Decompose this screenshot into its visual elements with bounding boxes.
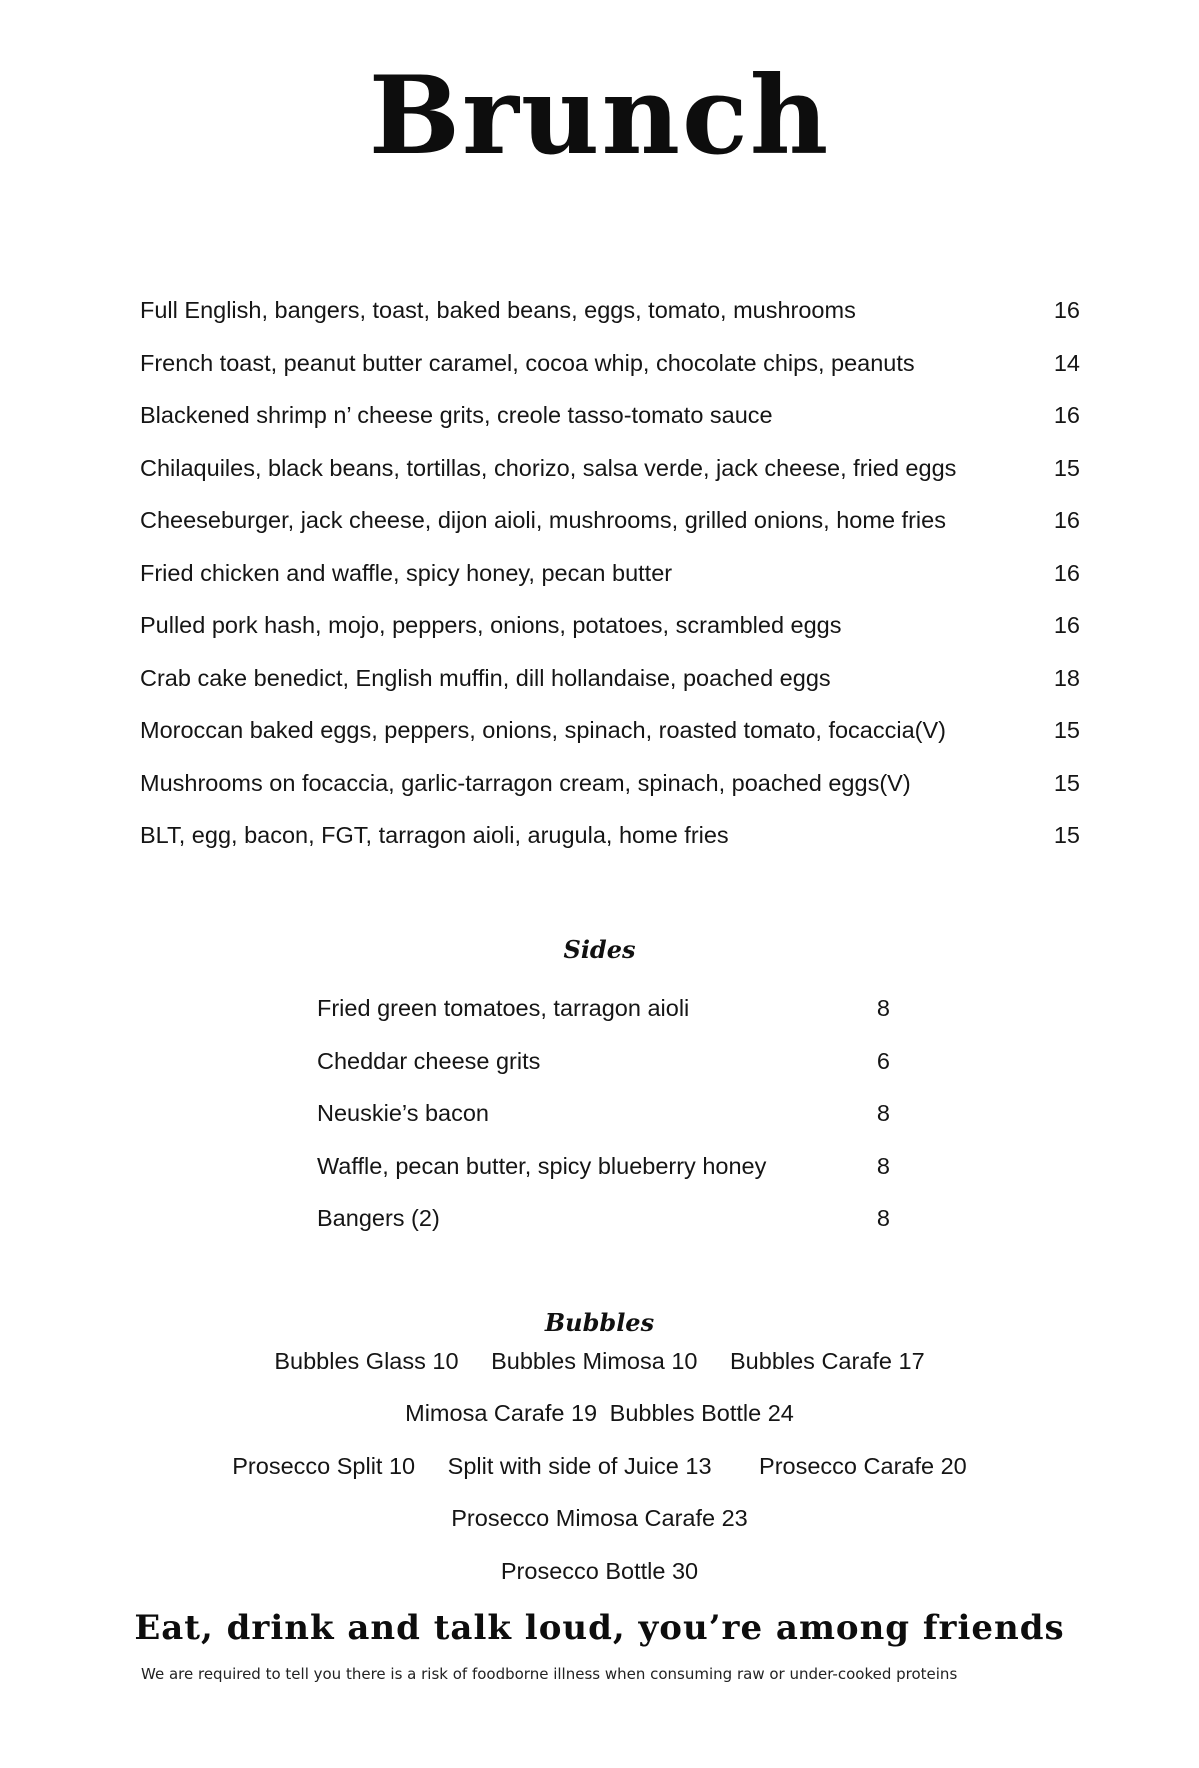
bubbles-line <box>0 1348 1199 1375</box>
side-item-name: Waffle, pecan butter, spicy blueberry honey <box>317 1153 767 1179</box>
main-item-name: Mushrooms on focaccia, garlic-tarragon cream, spinach, poached eggs(V) <box>140 770 911 796</box>
bubbles-item: Prosecco Split 10 <box>232 1453 416 1479</box>
bubbles-item: Mimosa Carafe 19 <box>405 1400 598 1426</box>
bubbles-heading: Bubbles <box>544 1308 655 1337</box>
side-item-price: 6 <box>876 1048 890 1074</box>
bubbles-item: Prosecco Bottle 30 <box>500 1558 699 1584</box>
motto: Eat, drink and talk loud, you’re among friends <box>134 1608 1065 1648</box>
main-item-price: 15 <box>1053 717 1080 743</box>
main-item-name: Crab cake benedict, English muffin, dill hollandaise, poached eggs <box>140 665 831 691</box>
main-item-name: Blackened shrimp n’ cheese grits, creole tasso-tomato sauce <box>140 402 773 428</box>
main-item-name: Moroccan baked eggs, peppers, onions, spinach, roasted tomato, focaccia(V) <box>140 717 946 743</box>
foodborne-disclaimer: We are required to tell you there is a risk of foodborne illness when consuming raw or under-cooked proteins <box>141 1665 958 1683</box>
bubbles-item: Bubbles Bottle 24 <box>609 1400 794 1426</box>
main-item-price: 18 <box>1053 665 1080 691</box>
main-item-price: 15 <box>1053 455 1080 481</box>
main-item-price: 16 <box>1053 507 1080 533</box>
bubbles-line <box>0 1505 1199 1532</box>
menu-title: Brunch <box>368 53 831 179</box>
side-item-price: 8 <box>876 1205 890 1231</box>
main-item-price: 16 <box>1053 612 1080 638</box>
main-item-price: 14 <box>1053 350 1080 376</box>
sides-heading: Sides <box>563 935 636 964</box>
main-item-name: Pulled pork hash, mojo, peppers, onions, potatoes, scrambled eggs <box>140 612 842 638</box>
main-item-name: Chilaquiles, black beans, tortillas, chorizo, salsa verde, jack cheese, fried eggs <box>140 455 957 481</box>
main-item-price: 15 <box>1053 822 1080 848</box>
main-item-name: BLT, egg, bacon, FGT, tarragon aioli, arugula, home fries <box>140 822 729 848</box>
main-item-price: 15 <box>1053 770 1080 796</box>
side-item-name: Fried green tomatoes, tarragon aioli <box>317 995 690 1021</box>
side-item-price: 8 <box>876 1153 890 1179</box>
main-item-name: French toast, peanut butter caramel, cocoa whip, chocolate chips, peanuts <box>140 350 915 376</box>
side-item-price: 8 <box>876 995 890 1021</box>
bubbles-item: Bubbles Carafe 17 <box>730 1348 925 1374</box>
main-item-name: Full English, bangers, toast, baked beans, eggs, tomato, mushrooms <box>140 297 856 323</box>
main-item-price: 16 <box>1053 560 1080 586</box>
bubbles-line <box>0 1558 1199 1585</box>
bubbles-item: Bubbles Mimosa 10 <box>491 1348 698 1374</box>
main-item-price: 16 <box>1053 402 1080 428</box>
main-item-name: Cheeseburger, jack cheese, dijon aioli, mushrooms, grilled onions, home fries <box>140 507 946 533</box>
side-item-price: 8 <box>876 1100 890 1126</box>
side-item-name: Cheddar cheese grits <box>317 1048 541 1074</box>
main-item-price: 16 <box>1053 297 1080 323</box>
main-item-name: Fried chicken and waffle, spicy honey, pecan butter <box>140 560 673 586</box>
side-item-name: Neuskie’s bacon <box>317 1100 490 1126</box>
bubbles-item: Prosecco Carafe 20 <box>759 1453 967 1479</box>
bubbles-line <box>0 1453 1199 1480</box>
bubbles-item: Split with side of Juice 13 <box>447 1453 712 1479</box>
bubbles-item: Bubbles Glass 10 <box>274 1348 459 1374</box>
bubbles-item: Prosecco Mimosa Carafe 23 <box>451 1505 748 1531</box>
side-item-name: Bangers (2) <box>317 1205 440 1231</box>
bubbles-line <box>0 1400 1199 1427</box>
